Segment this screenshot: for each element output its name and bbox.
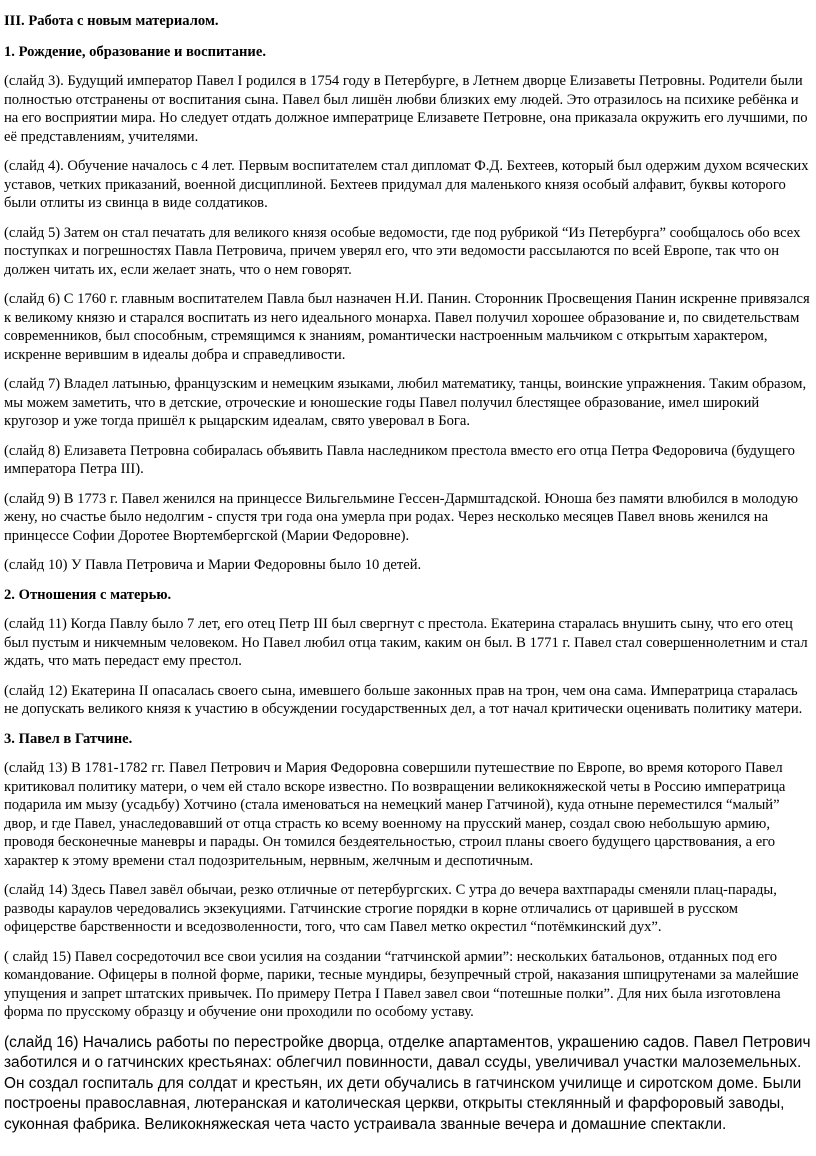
paragraph: (слайд 11) Когда Павлу было 7 лет, его отец Петр III был свергнут с престола. Екатерина старалась внушить сыну, что его отец был пустым и никчемным человеком. Но Павел любил отца таким, каким он был. В 1771 г. Павел стал совершеннолетним и стал ждать, что мать передаст ему престол.	[4, 616, 808, 669]
subsection-heading-gatchina: 3. Павел в Гатчине.	[4, 730, 133, 747]
paragraph: (слайд 13) В 1781-1782 гг. Павел Петрович и Мария Федоровна совершили путешествие по Европе, во время которого Павел критиковал политику матери, о чем ей стало вскоре известно. По возвращении великокняжеской четы в Россию императрица подарила им мызу (усадьбу) Хотчино (стала именоваться на немецкий манер Гатчиной), куда отныне переместился “малый” двор, и где Павел, унаследовавший от отца страсть ко всему военному на прусский манер, создал свою небольшую армию, проводя бесконечные маневры и парады. Он томился бездеятельностью, строил планы своего будущего царствования, а его характер к этому времени стал подозрительным, нервным, желчным и деспотичным.	[4, 760, 786, 869]
paragraph: (слайд 10) У Павла Петровича и Марии Федоровны было 10 детей.	[4, 557, 422, 573]
paragraph: (слайд 4). Обучение началось с 4 лет. Первым воспитателем стал дипломат Ф.Д. Бехтеев, который был одержим духом всяческих уставов, четких приказаний, военной дисциплиной. Бехтеев придумал для маленького князя особый алфавит, буквы которого были отлиты из свинца в виде солдатиков.	[4, 158, 809, 211]
subsection-heading-birth: 1. Рождение, образование и воспитание.	[4, 43, 266, 60]
subsection-heading-mother: 2. Отношения с матерью.	[4, 586, 172, 603]
closing-paragraph: (слайд 16) Начались работы по перестройке дворца, отделке апартаментов, украшению садов. Павел Петрович заботился и о гатчинских крестьянах: облегчил повинности, давал ссуды, увеличивал участки малоземельных. Он создал госпиталь для солдат и крестьян, их дети обучались в гатчинском училище и сиротском доме. Были построены православная, лютеранская и католическая церкви, открыты стеклянный и фарфоровый заводы, суконная фабрика. Великокняжеская чета часто устраивала званные вечера и домашние спектакли.	[4, 1033, 811, 1133]
paragraph: (слайд 14) Здесь Павел завёл обычаи, резко отличные от петербургских. С утра до вечера вахтпарады сменяли плац-парады, разводы караулов чередовались экзекуциями. Гатчинские строгие порядки в корне отличались от царившей в русском офицерстве барственности и вседозволенности, того, что сам Павел метко окрестил “потёмкинский дух”.	[4, 882, 777, 935]
paragraph: (слайд 8) Елизавета Петровна собиралась объявить Павла наследником престола вместо его отца Петра Федоровича (будущего императора Петра III).	[4, 442, 795, 477]
paragraph: (слайд 7) Владел латынью, французским и немецким языками, любил математику, танцы, воинские упражнения. Таким образом, мы можем заметить, что в детские, отроческие и юношеские годы Павел получил блестящее образование, имел широкий кругозор и уже тогда пришёл к рыцарским идеалам, свято уверовал в Бога.	[4, 376, 807, 429]
paragraph: (слайд 5) Затем он стал печатать для великого князя особые ведомости, где под рубрикой “Из Петербурга” сообщалось обо всех поступках и погрешностях Павла Петровича, причем уверял его, что эти ведомости рассылаются по всей Европе, так что он должен читать их, если желает знать, что о нем говорят.	[4, 224, 801, 278]
paragraph: (слайд 6) С 1760 г. главным воспитателем Павла был назначен Н.И. Панин. Сторонник Просвещения Панин искренне привязался к великому князю и старался воспитать из него идеального монарха. Павел получил хорошее образование и, по свидетельствам современников, был способным, стремящимся к знаниям, романтически настроенным мальчиком с открытым характером, искренне верившим в идеалы добра и справедливости.	[4, 291, 810, 363]
paragraph: (слайд 9) В 1773 г. Павел женился на принцессе Вильгельмине Гессен-Дармштадской. Юноша без памяти влюбился в молодую жену, но счастье было недолгим - спустя три года она умерла при родах. Через несколько месяцев Павел вновь женился на принцессе Софии Доротее Вюртембергской (Марии Федоровне).	[4, 490, 799, 544]
paragraph: (слайд 3). Будущий император Павел I родился в 1754 году в Петербурге, в Летнем дворце Елизаветы Петровны. Родители были полностью отстранены от воспитания сына. Павел был лишён любви близких ему людей. Это отразилось на психике ребёнка и на его восприятии мира. Но следует отдать должное императрице Елизавете Петровне, она приказала окружить его лучшими, по её представлениям, учителями.	[4, 73, 808, 145]
section-title: III. Работа с новым материалом.	[4, 13, 219, 29]
paragraph: ( слайд 15) Павел сосредоточил все свои усилия на создании “гатчинской армии”: нескольких батальонов, отданных под его командование. Офицеры в полной форме, парики, тесные мундиры, безупречный строй, наказания шпицрутенами за малейшие упущения и запрет штатских привычек. По примеру Петра I Павел завел свои “потешные полки”. Для них была изготовлена форма по прусскому образцу и обучение они проходили по особому уставу.	[4, 948, 799, 1020]
paragraph: (слайд 12) Екатерина II опасалась своего сына, имевшего больше законных прав на трон, чем она сама. Императрица старалась не допускать великого князя к участию в обсуждении государственных дел, а тот начал критически оценивать политику матери.	[4, 682, 803, 717]
